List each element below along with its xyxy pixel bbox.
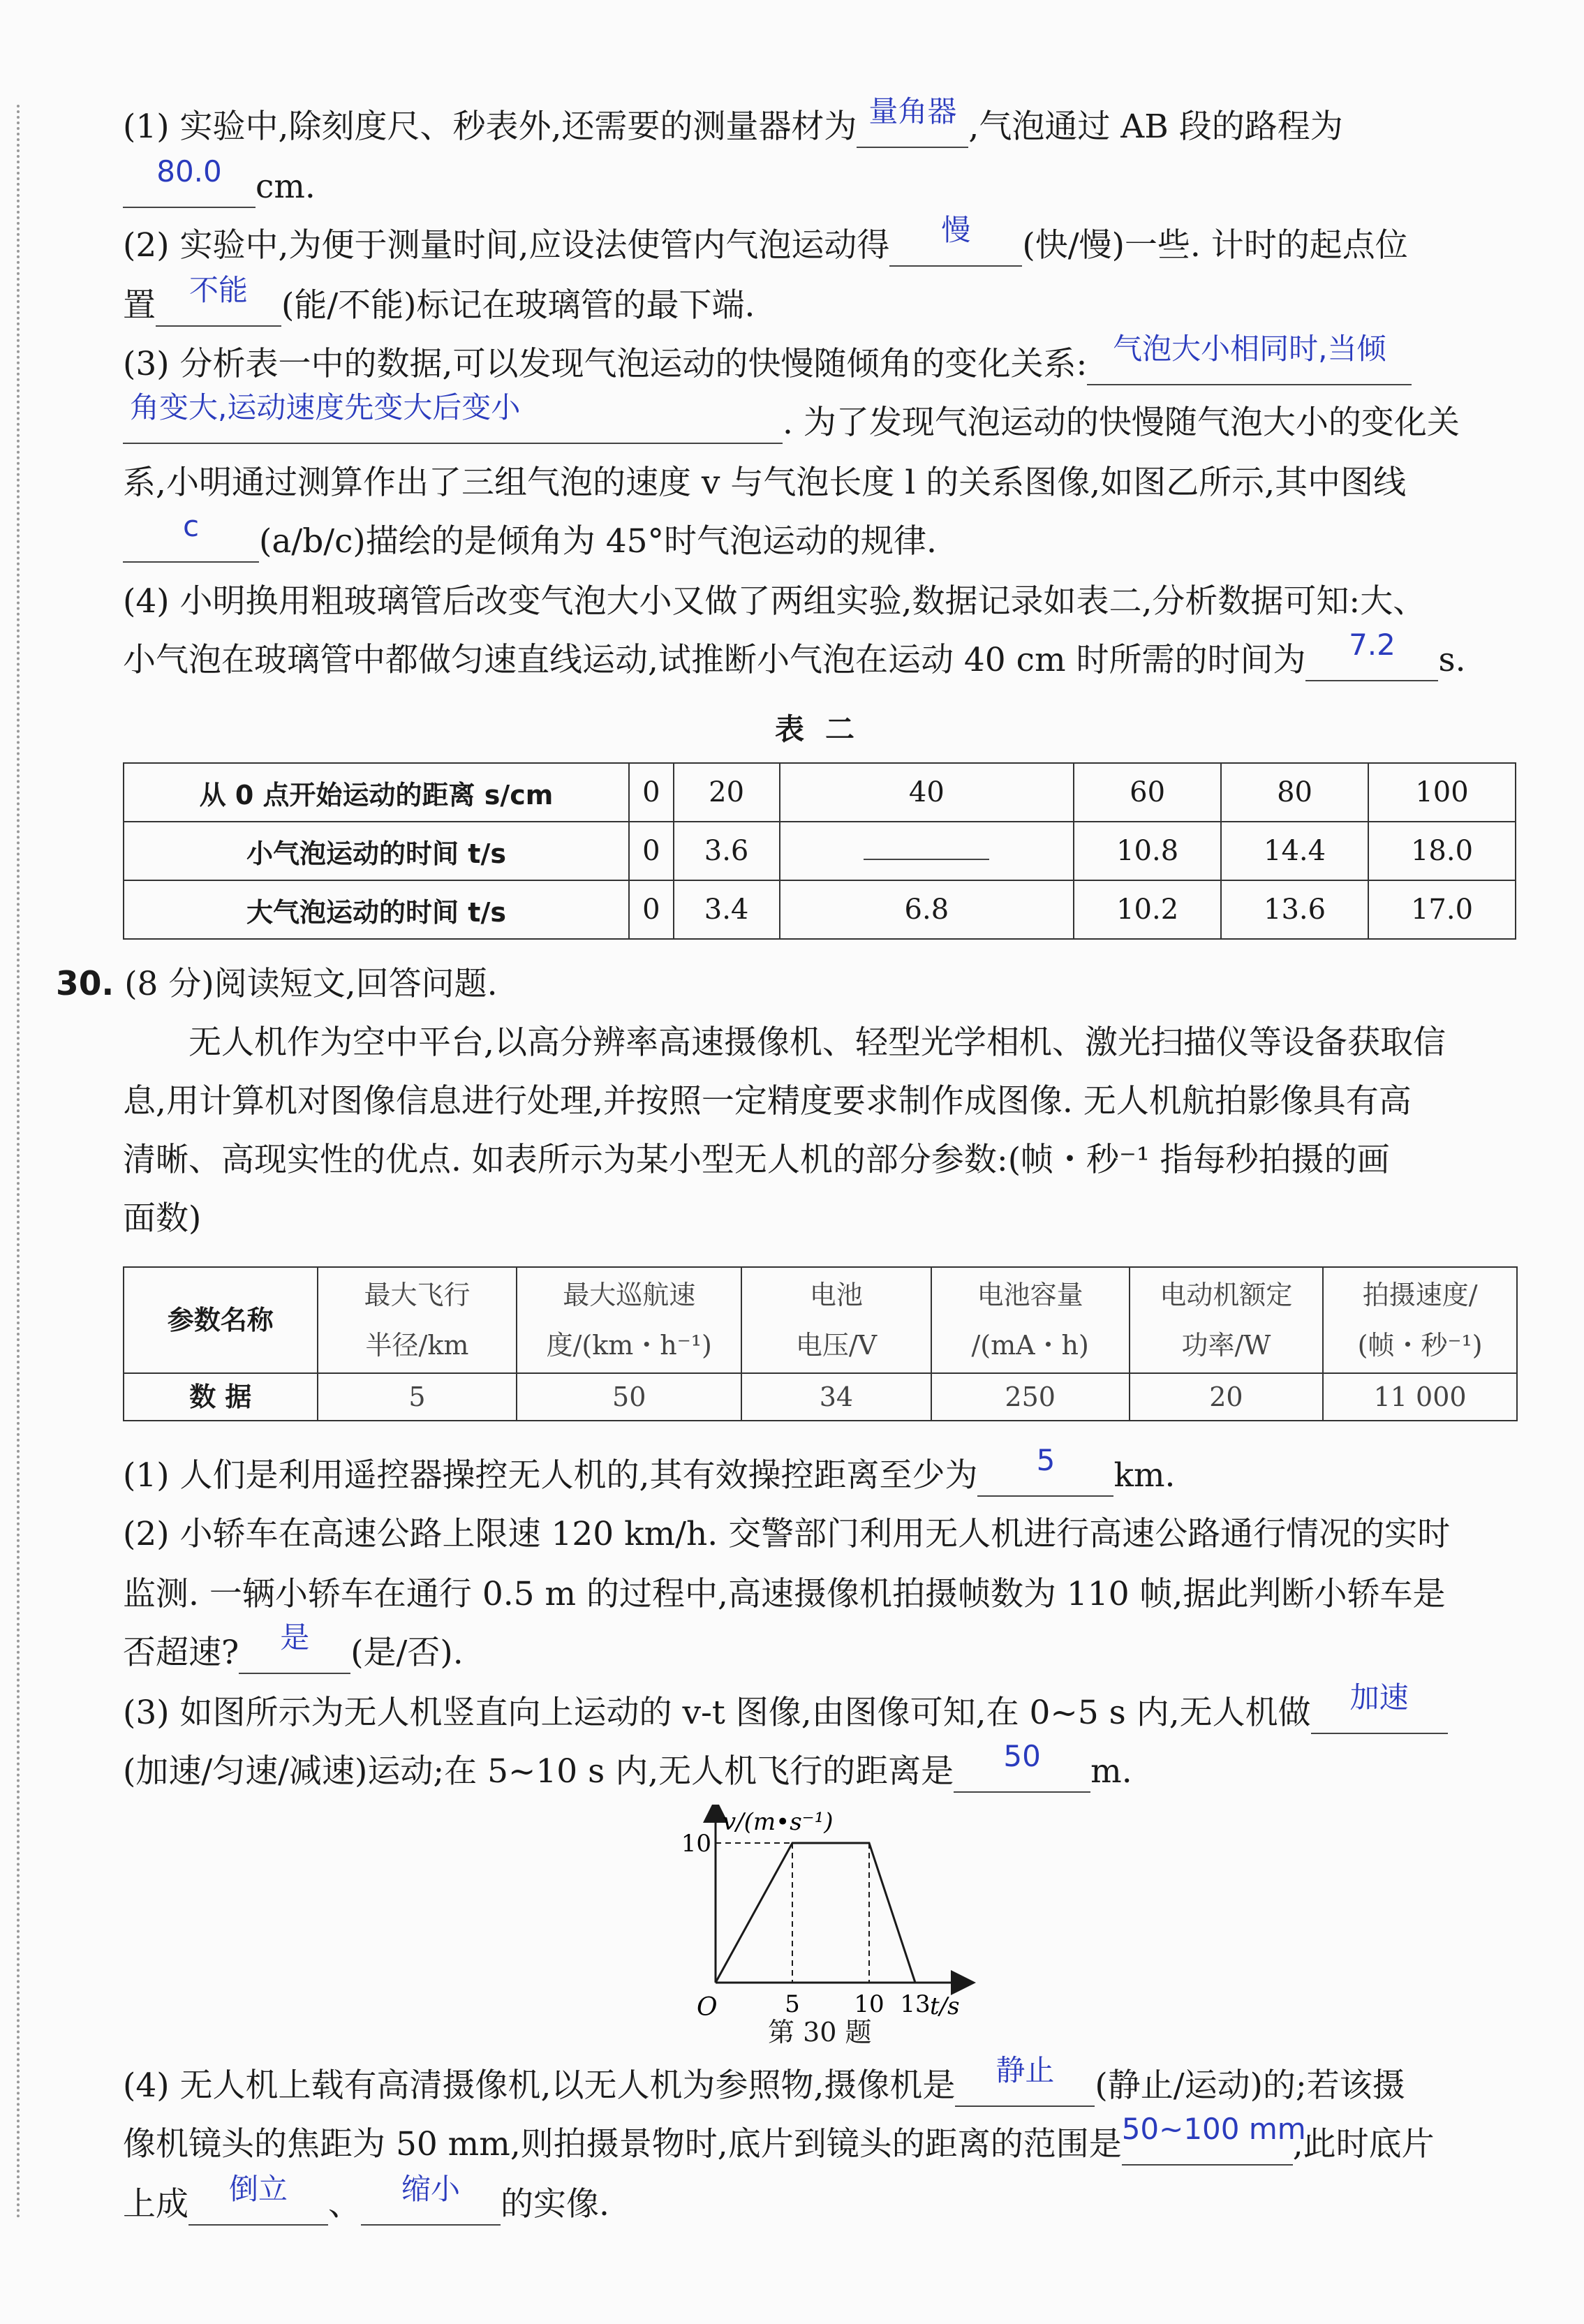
data-header: 数 据 — [124, 1373, 318, 1421]
x-tick-label: 5 — [785, 1990, 800, 2018]
answer-blank-relation-a: 气泡大小相同时,当倾 — [1087, 343, 1412, 385]
answer-blank-range: 50~100 mm — [1122, 2124, 1293, 2166]
q30-sub1: (1) 人们是利用遥控器操控无人机的,其有效操控距离至少为 5 km. — [123, 1455, 1175, 1497]
table-cell: 34 — [741, 1373, 931, 1421]
q30-passage-4: 面数) — [123, 1199, 202, 1238]
answer-blank-state: 静止 — [955, 2065, 1095, 2107]
answer-blank-line: c — [123, 521, 259, 563]
table-cell: 20 — [1130, 1373, 1324, 1421]
answer-blank-distance: 80.0 — [123, 166, 256, 208]
answer-blank-relation-b: 角变大,运动速度先变大后变小 — [123, 402, 783, 444]
q30-sub3-line2: (加速/匀速/减速)运动;在 5~10 s 内,无人机飞行的距离是 50 m. — [123, 1751, 1132, 1793]
q30-sub2-line2: 监测. 一辆小轿车在通行 0.5 m 的过程中,高速摄像机拍摄帧数为 110 帧,据此判断小轿车是 — [123, 1575, 1446, 1613]
q30-passage-3: 清晰、高现实性的优点. 如表所示为某小型无人机的部分参数:(帧・秒⁻¹ 指每秒拍摄的画 — [123, 1141, 1390, 1179]
answer-blank-speeding: 是 — [239, 1632, 350, 1674]
q29-part1-line2: 80.0 cm. — [123, 166, 316, 208]
q30-sub3-line1: (3) 如图所示为无人机竖直向上运动的 v-t 图像,由图像可知,在 0~5 s 内,无人机做 加速 — [123, 1692, 1448, 1734]
q29-part3-line2: 角变大,运动速度先变大后变小 . 为了发现气泡运动的快慢随气泡大小的变化关 — [123, 402, 1460, 444]
q29-part3-line4: c (a/b/c)描绘的是倾角为 45°时气泡运动的规律. — [123, 521, 937, 563]
table-cell: 6.8 — [780, 880, 1074, 939]
answer-blank-speed: 慢 — [889, 225, 1022, 267]
table-header-cell: 电池容量 /(mA・h) — [931, 1267, 1130, 1373]
table-header-cell: 电动机额定 功率/W — [1130, 1267, 1324, 1373]
table-cell: 18.0 — [1368, 822, 1516, 880]
table-header-cell: 最大巡航速 度/(km・h⁻¹) — [517, 1267, 741, 1373]
answer-blank-motion: 加速 — [1311, 1692, 1448, 1734]
table-header-cell: 最大飞行 半径/km — [318, 1267, 517, 1373]
q29-part2-line2: 置 不能 (能/不能)标记在玻璃管的最下端. — [123, 285, 755, 327]
origin-label: O — [697, 1993, 718, 2022]
drone-params-table — [123, 1266, 1518, 1421]
vt-graph — [656, 1805, 991, 2038]
table-cell: 100 — [1368, 763, 1516, 822]
y-axis-label: v/(m•s⁻¹) — [723, 1808, 834, 1836]
table-cell-blank — [780, 822, 1074, 880]
answer-blank-instrument: 量角器 — [857, 106, 968, 148]
answer-blank-distance-km: 5 — [977, 1455, 1113, 1497]
table-cell: 20 — [674, 763, 780, 822]
table-cell: 60 — [1074, 763, 1221, 822]
table-row — [124, 822, 1516, 880]
table-cell: 3.4 — [674, 880, 780, 939]
table-row — [124, 1373, 1517, 1421]
q29-part4-line2: 小气泡在玻璃管中都做匀速直线运动,试推断小气泡在运动 40 cm 时所需的时间为 7.2 s. — [123, 639, 1466, 681]
q30-sub2-line1: (2) 小轿车在高速公路上限速 120 km/h. 交警部门利用无人机进行高速公路通行情况的实时 — [123, 1515, 1451, 1553]
q29-part1-line1: (1) 实验中,除刻度尺、秒表外,还需要的测量器材为 量角器 ,气泡通过 AB 段的路程为 — [123, 106, 1343, 148]
table-cell: 14.4 — [1221, 822, 1368, 880]
x-axis-label: t/s — [930, 1992, 960, 2020]
table-cell: 50 — [517, 1373, 741, 1421]
table-cell: 10.8 — [1074, 822, 1221, 880]
answer-blank-orientation: 倒立 — [188, 2184, 328, 2226]
x-tick-label: 13 — [900, 1990, 931, 2018]
table-cell: 40 — [780, 763, 1074, 822]
table-cell: 13.6 — [1221, 880, 1368, 939]
margin-dotted-line — [17, 105, 20, 2220]
table-cell: 小气泡运动的时间 t/s — [124, 822, 629, 880]
x-tick-label: 10 — [854, 1990, 884, 2018]
table-header-cell: 拍摄速度/ (帧・秒⁻¹) — [1323, 1267, 1517, 1373]
series-line-vt — [716, 1843, 915, 1983]
table-cell: 大气泡运动的时间 t/s — [124, 880, 629, 939]
q30-header: 30. (8 分)阅读短文,回答问题. — [56, 965, 498, 1003]
figure-caption: 第 30 题 — [768, 2017, 872, 2048]
answer-blank-distance-m: 50 — [954, 1751, 1090, 1793]
table-cell: 250 — [931, 1373, 1130, 1421]
table-cell: 0 — [629, 763, 674, 822]
table-cell: 80 — [1221, 763, 1368, 822]
table-row — [124, 763, 1516, 822]
param-name-header: 参数名称 — [124, 1267, 318, 1373]
q30-sub4-line3: 上成 倒立 、 缩小 的实像. — [123, 2184, 609, 2226]
table-cell: 3.6 — [674, 822, 780, 880]
table2 — [123, 762, 1516, 940]
q30-sub4-line1: (4) 无人机上载有高清摄像机,以无人机为参照物,摄像机是 静止 (静止/运动)的;若该摄 — [123, 2065, 1405, 2107]
table-header-cell: 电池 电压/V — [741, 1267, 931, 1373]
q30-passage-1: 无人机作为空中平台,以高分辨率高速摄像机、轻型光学相机、激光扫描仪等设备获取信 — [188, 1023, 1446, 1062]
q30-sub2-line3: 否超速? 是 (是/否). — [123, 1632, 464, 1674]
answer-blank-size: 缩小 — [361, 2184, 501, 2226]
q29-part3-line1: (3) 分析表一中的数据,可以发现气泡运动的快慢随倾角的变化关系: 气泡大小相同时,当倾 — [123, 343, 1412, 385]
table-cell: 0 — [629, 880, 674, 939]
blank-underline — [864, 838, 989, 860]
table-cell: 17.0 — [1368, 880, 1516, 939]
table-cell: 从 0 点开始运动的距离 s/cm — [124, 763, 629, 822]
table-cell: 0 — [629, 822, 674, 880]
table-cell: 5 — [318, 1373, 517, 1421]
answer-blank-can: 不能 — [156, 285, 281, 327]
table2-caption: 表二 — [775, 712, 876, 746]
table-cell: 10.2 — [1074, 880, 1221, 939]
q29-part2-line1: (2) 实验中,为便于测量时间,应设法使管内气泡运动得 慢 (快/慢)一些. 计时的起点位 — [123, 225, 1408, 267]
q30-passage-2: 息,用计算机对图像信息进行处理,并按照一定精度要求制作成图像. 无人机航拍影像具有高 — [123, 1082, 1412, 1120]
q29-part4-line1: (4) 小明换用粗玻璃管后改变气泡大小又做了两组实验,数据记录如表二,分析数据可知:大、 — [123, 582, 1426, 621]
table-row — [124, 1267, 1517, 1373]
q29-part3-line3: 系,小明通过测算作出了三组气泡的速度 v 与气泡长度 l 的关系图像,如图乙所示,其中图线 — [123, 464, 1407, 502]
q30-sub4-line2: 像机镜头的焦距为 50 mm,则拍摄景物时,底片到镜头的距离的范围是 50~100 mm ,此时底片 — [123, 2124, 1435, 2166]
answer-blank-time: 7.2 — [1305, 639, 1438, 681]
table-row — [124, 880, 1516, 939]
table-cell: 11 000 — [1323, 1373, 1517, 1421]
y-tick-label: 10 — [681, 1830, 711, 1858]
